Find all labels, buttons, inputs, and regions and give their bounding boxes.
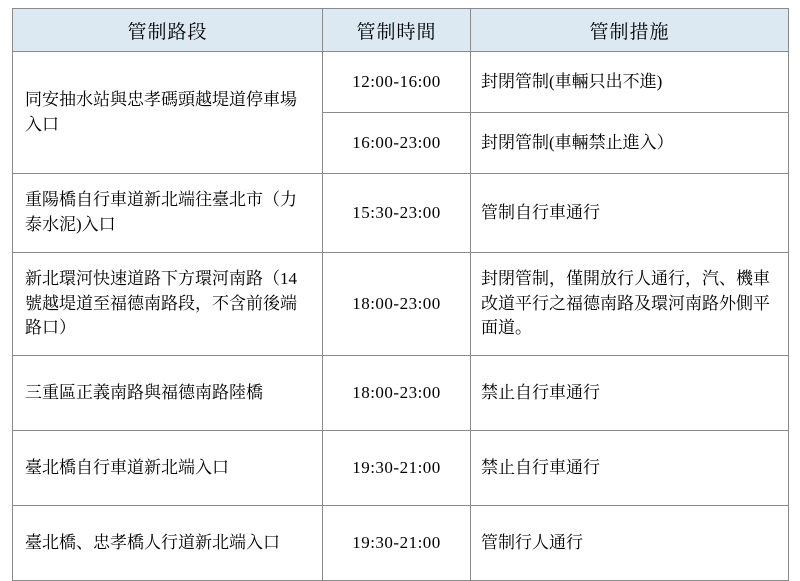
cell-road: 新北環河快速道路下方環河南路（14號越堤道至福德南路段，不含前後端路口） [13,253,323,356]
table-row [13,253,789,356]
table-row [13,52,789,113]
cell-measure: 管制自行車通行 [471,174,789,253]
column-header-road: 管制路段 [13,9,323,52]
table-row [13,506,789,581]
cell-time: 19:30-21:00 [323,431,471,506]
cell-measure: 封閉管制(車輛禁止進入） [471,113,789,174]
table-row [13,431,789,506]
cell-time: 15:30-23:00 [323,174,471,253]
cell-road: 臺北橋自行車道新北端入口 [13,431,323,506]
column-header-time: 管制時間 [323,9,471,52]
traffic-control-table [12,8,789,581]
cell-time: 12:00-16:00 [323,52,471,113]
cell-time: 18:00-23:00 [323,253,471,356]
cell-measure: 禁止自行車通行 [471,431,789,506]
cell-measure: 管制行人通行 [471,506,789,581]
cell-time: 16:00-23:00 [323,113,471,174]
column-header-measure: 管制措施 [471,9,789,52]
cell-road: 三重區正義南路與福德南路陸橋 [13,356,323,431]
cell-measure: 禁止自行車通行 [471,356,789,431]
table-row [13,174,789,253]
table-body [13,52,789,581]
cell-measure: 封閉管制，僅開放行人通行，汽、機車改道平行之福德南路及環河南路外側平面道。 [471,253,789,356]
cell-measure: 封閉管制(車輛只出不進) [471,52,789,113]
cell-road: 重陽橋自行車道新北端往臺北市（力泰水泥)入口 [13,174,323,253]
table-header [13,9,789,52]
cell-road: 臺北橋、忠孝橋人行道新北端入口 [13,506,323,581]
cell-road: 同安抽水站與忠孝碼頭越堤道停車場入口 [13,52,323,174]
table-header-row [13,9,789,52]
cell-time: 19:30-21:00 [323,506,471,581]
cell-time: 18:00-23:00 [323,356,471,431]
table-row [13,356,789,431]
